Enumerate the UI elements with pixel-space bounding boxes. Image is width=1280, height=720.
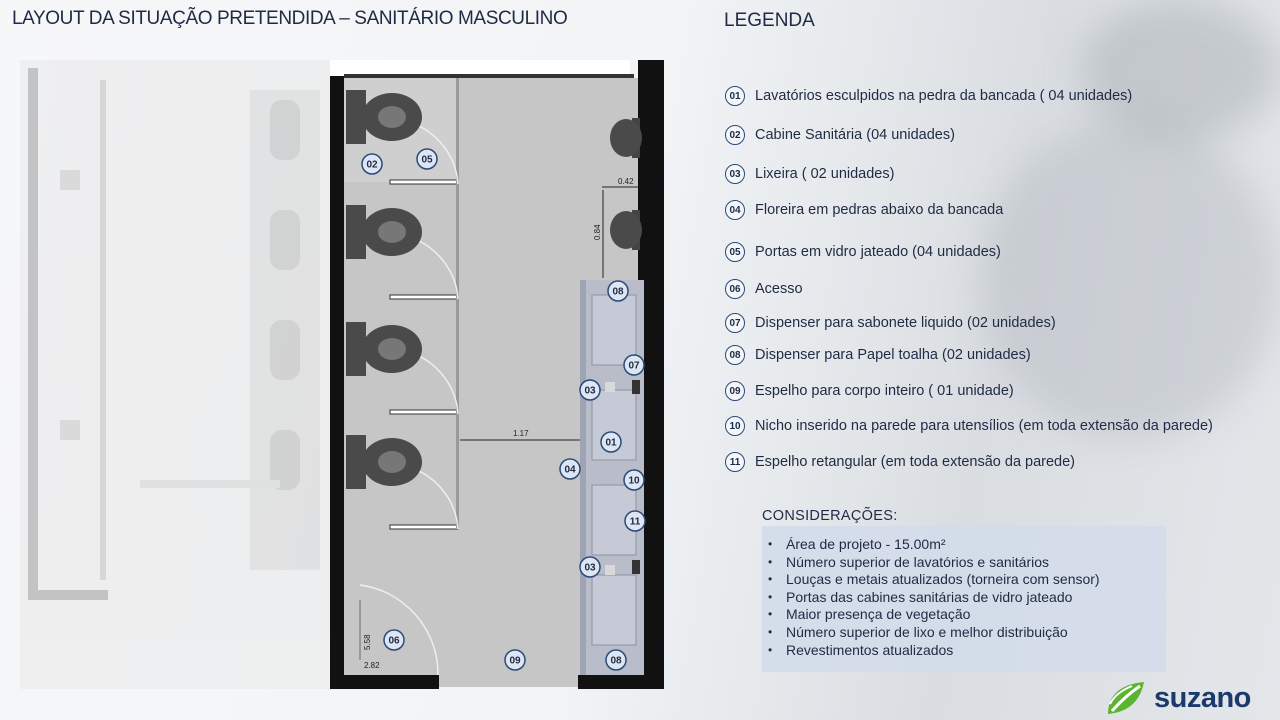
legend-item-09 [725, 381, 1014, 401]
marker-07 [624, 355, 644, 375]
legend-text: Cabine Sanitária (04 unidades) [755, 127, 955, 143]
marker-06 [384, 630, 404, 650]
suzano-logo [1104, 678, 1276, 718]
considerations-item: • Número superior de lixo e melhor distribuição [786, 624, 1166, 642]
legend-item-04 [725, 200, 1003, 220]
legend-item-08 [725, 345, 1031, 365]
svg-text:06: 06 [388, 635, 400, 647]
legend-item-06 [725, 279, 803, 299]
marker-03a [580, 380, 600, 400]
dim-558: 5.58 [363, 634, 372, 650]
legend-badge: 11 [725, 452, 745, 472]
legend-badge: 07 [725, 313, 745, 333]
marker-05 [417, 149, 437, 169]
svg-text:09: 09 [509, 655, 521, 667]
legend-item-01 [725, 86, 1132, 106]
blurred-existing-plan [20, 60, 330, 689]
svg-text:11: 11 [629, 516, 641, 528]
legend-badge: 04 [725, 200, 745, 220]
considerations-item: • Área de projeto - 15.00m² [786, 536, 1166, 554]
logo-text: suzano [1154, 681, 1251, 714]
marker-02 [362, 154, 382, 174]
svg-text:03: 03 [584, 385, 596, 397]
marker-11 [625, 511, 645, 531]
legend-text: Espelho para corpo inteiro ( 01 unidade) [755, 383, 1014, 399]
legend-item-11 [725, 452, 1075, 472]
legend-item-07 [725, 313, 1056, 333]
legend-text: Dispenser para sabonete liquido (02 unidades) [755, 315, 1056, 331]
svg-text:10: 10 [628, 475, 640, 487]
considerations-box [762, 526, 1166, 672]
svg-text:05: 05 [421, 154, 433, 166]
marker-08b [606, 650, 626, 670]
considerations-title: CONSIDERAÇÕES: [762, 508, 898, 524]
legend-text: Dispenser para Papel toalha (02 unidades) [755, 347, 1031, 363]
svg-text:08: 08 [610, 655, 622, 667]
legend-item-03 [725, 164, 894, 184]
marker-03b [580, 557, 600, 577]
legend-text: Portas em vidro jateado (04 unidades) [755, 244, 1001, 260]
svg-text:04: 04 [564, 464, 576, 476]
considerations-item: • Maior presença de vegetação [786, 606, 1166, 624]
legend-badge: 02 [725, 125, 745, 145]
marker-10 [624, 470, 644, 490]
suzano-leaf-icon [1104, 680, 1148, 716]
svg-text:01: 01 [605, 437, 617, 449]
legend-badge: 03 [725, 164, 745, 184]
marker-01 [601, 432, 621, 452]
considerations-item: • Revestimentos atualizados [786, 642, 1166, 660]
legend [725, 0, 1280, 480]
marker-08a [608, 281, 628, 301]
svg-text:08: 08 [612, 286, 624, 298]
legend-text: Acesso [755, 281, 803, 297]
legend-text: Lavatórios esculpidos na pedra da bancada ( 04 unidades) [755, 88, 1133, 104]
legend-item-10 [725, 416, 1213, 436]
dim-084: 0.84 [593, 224, 602, 240]
svg-text:02: 02 [366, 159, 378, 171]
considerations-list [762, 526, 1166, 659]
legend-badge: 01 [725, 86, 745, 106]
dim-282: 2.82 [364, 661, 380, 670]
dim-117: 1.17 [513, 429, 529, 438]
legend-title: LEGENDA [724, 10, 815, 31]
considerations-item: • Louças e metais atualizados (torneira com sensor) [786, 571, 1166, 589]
floor-plan-drawing [20, 60, 664, 689]
legend-badge: 08 [725, 345, 745, 365]
svg-text:07: 07 [628, 360, 640, 372]
legend-text: Nicho inserido na parede para utensílios (em toda extensão da parede) [755, 418, 1213, 434]
proposed-plan [330, 60, 664, 689]
considerations-item: • Número superior de lavatórios e sanitários [786, 554, 1166, 572]
floor-plan [20, 60, 664, 689]
legend-badge: 06 [725, 279, 745, 299]
svg-text:03: 03 [584, 562, 596, 574]
legend-text: Espelho retangular (em toda extensão da parede) [755, 454, 1076, 470]
legend-text: Floreira em pedras abaixo da bancada [755, 202, 1004, 218]
legend-badge: 09 [725, 381, 745, 401]
legend-item-02 [725, 125, 955, 145]
considerations-item: • Portas das cabines sanitárias de vidro jateado [786, 589, 1166, 607]
dim-042: 0.42 [618, 177, 634, 186]
legend-badge: 05 [725, 242, 745, 262]
marker-04 [560, 459, 580, 479]
legend-text: Lixeira ( 02 unidades) [755, 166, 895, 182]
legend-item-05 [725, 242, 1001, 262]
page-title: LAYOUT DA SITUAÇÃO PRETENDIDA – SANITÁRIO MASCULINO [12, 8, 568, 29]
marker-09 [505, 650, 525, 670]
legend-badge: 10 [725, 416, 745, 436]
